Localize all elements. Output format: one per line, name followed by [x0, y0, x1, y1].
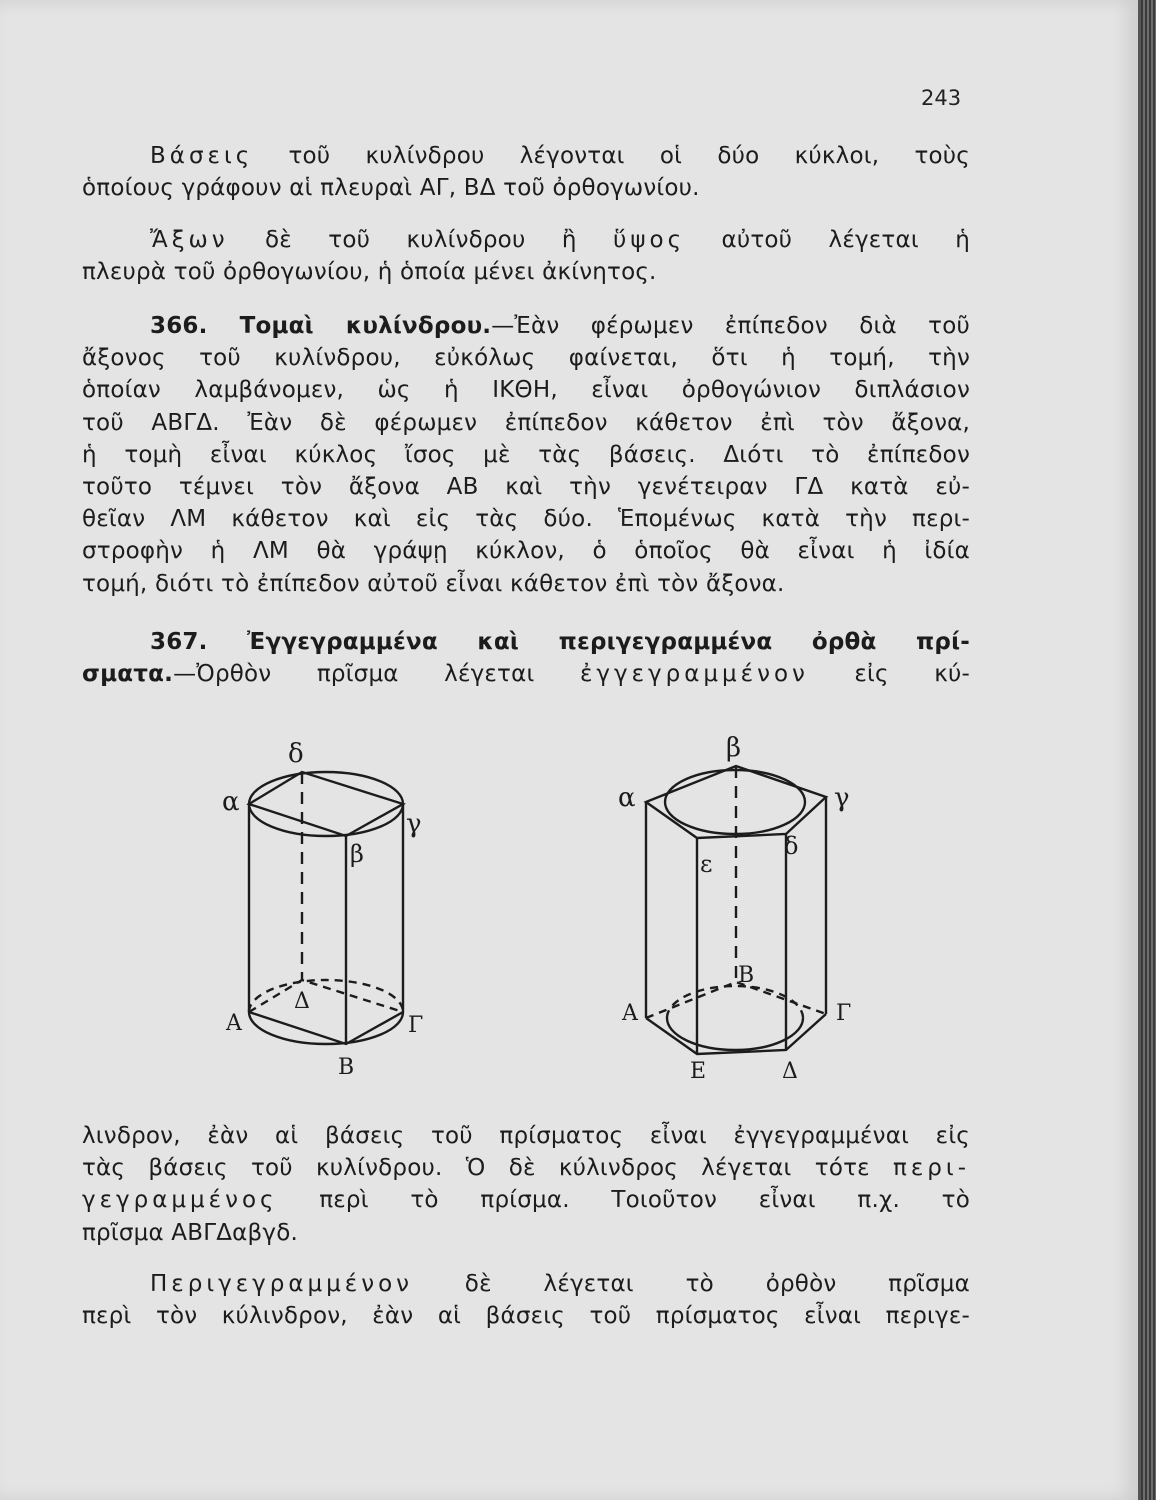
text-line: γεγραμμένος περὶ τὸ πρίσμα. Τοιοῦτον εἶναι π.χ. τὸ — [82, 1187, 970, 1214]
text-line: στροφὴν ἡ ΛΜ θὰ γράψῃ κύκλον, ὁ ὁποῖος θὰ εἶναι ἡ ἰδία — [82, 538, 970, 565]
label-gamma-top: γ — [834, 783, 850, 813]
label-delta-bottom: Δ — [782, 1059, 798, 1084]
label-delta-bottom: Δ — [294, 989, 310, 1014]
spaced-term: ὕψος — [613, 227, 686, 253]
figure-prism-circumscribed — [618, 733, 851, 1084]
label-alpha-top: α — [618, 783, 636, 813]
section-heading: 367. Ἐγγεγραμμένα καὶ περιγεγραμμένα ὀρθὰ πρί- — [150, 629, 970, 655]
paragraph-axis — [82, 224, 970, 288]
label-alpha-top: α — [222, 787, 240, 817]
paragraph-inscribed — [82, 1120, 970, 1249]
text-line: λινδρον, ἐὰν αἱ βάσεις τοῦ πρίσματος εἶναι ἐγγεγραμμέναι εἰς — [82, 1123, 970, 1149]
figures — [200, 722, 900, 1092]
figure-cylinder-inscribed-prism — [222, 739, 423, 1080]
label-gamma-bottom: Γ — [408, 1013, 424, 1038]
text-line: ἡ τομὴ εἶναι κύκλος ἴσος μὲ τὰς βάσεις. Διότι τὸ ἐπίπεδον — [82, 441, 970, 468]
label-gamma-top: γ — [406, 809, 422, 839]
text-line: 366. Τομαὶ κυλίνδρου.—Ἐὰν φέρωμεν ἐπίπεδον διὰ τοῦ — [150, 313, 970, 339]
text-line: σματα.—Ὀρθὸν πρῖσμα λέγεται ἐγγεγραμμένον εἰς κύ- — [82, 661, 970, 688]
section-367 — [82, 626, 970, 690]
section-366 — [82, 310, 970, 600]
label-beta-bottom: Β — [338, 1055, 355, 1080]
spaced-term: Περιγεγραμμένον — [150, 1271, 413, 1297]
section-heading: 366. Τομαὶ κυλίνδρου. — [150, 313, 492, 339]
spaced-term: Ἄξων — [150, 227, 229, 253]
page-number: 243 — [921, 86, 962, 110]
label-gamma-bottom: Γ — [836, 1001, 852, 1026]
label-beta-top: β — [726, 733, 742, 763]
paragraph-circumscribed — [82, 1268, 970, 1332]
label-epsilon-top: ε — [700, 850, 713, 878]
text-line: θεῖαν ΛΜ κάθετον καὶ εἰς τὰς δύο. Ἑπομένως κατὰ τὴν περι- — [82, 506, 970, 533]
spaced-term: περι- — [893, 1155, 970, 1182]
text-line: Βάσεις τοῦ κυλίνδρου λέγονται οἱ δύο κύκλοι, τοὺς — [150, 143, 970, 169]
top-base-circle — [249, 772, 403, 836]
text-line: τὰς βάσεις τοῦ κυλίνδρου. Ὁ δὲ κύλινδρος λέγεται τότε περι- — [82, 1155, 970, 1182]
label-beta-top: β — [350, 840, 364, 868]
spaced-term: γεγραμμένος — [82, 1187, 278, 1214]
top-base-circle — [665, 770, 805, 834]
text-line: Ἄξων δὲ τοῦ κυλίνδρου ἢ ὕψος αὐτοῦ λέγεται ἡ — [150, 227, 970, 253]
spaced-term: Βάσεις — [150, 143, 254, 169]
text-line: περὶ τὸν κύλινδρον, ἐὰν αἱ βάσεις τοῦ πρίσματος εἶναι περιγε- — [82, 1303, 970, 1330]
label-alpha-bottom: Α — [226, 1011, 242, 1036]
text-line: πρῖσμα ΑΒΓΔαβγδ. — [82, 1219, 299, 1246]
paragraph-bases — [82, 140, 970, 204]
label-epsilon-bottom: Ε — [690, 1059, 707, 1084]
text-line: ὁποίαν λαμβάνομεν, ὡς ἡ ΙΚΘΗ, εἶναι ὀρθογώνιον διπλάσιον — [82, 377, 970, 404]
label-delta-top: δ — [784, 832, 799, 860]
spaced-term: ἐγγεγραμμένον — [579, 661, 809, 688]
text-line: τοῦ ΑΒΓΔ. Ἐὰν δὲ φέρωμεν ἐπίπεδον κάθετον ἐπὶ τὸν ἄξονα, — [82, 409, 970, 436]
label-delta-top: δ — [288, 739, 304, 769]
text-line: τοῦτο τέμνει τὸν ἄξονα ΑΒ καὶ τὴν γενέτειραν ΓΔ κατὰ εὐ- — [82, 474, 970, 501]
text-line: πλευρὰ τοῦ ὀρθογωνίου, ἡ ὁποία μένει ἀκίνητος. — [82, 259, 657, 286]
label-beta-bottom: Β — [738, 963, 755, 988]
text-line: ἄξονος τοῦ κυλίνδρου, εὐκόλως φαίνεται, ὅτι ἡ τομή, τὴν — [82, 345, 970, 372]
text-line: Περιγεγραμμένον δὲ λέγεται τὸ ὀρθὸν πρῖσμα — [150, 1271, 970, 1297]
text-line: τομή, διότι τὸ ἐπίπεδον αὐτοῦ εἶναι κάθετον ἐπὶ τὸν ἄξονα. — [82, 570, 785, 597]
page-edge — [1141, 0, 1156, 1500]
text-line: ὁποίους γράφουν αἱ πλευραὶ ΑΓ, ΒΔ τοῦ ὀρθογωνίου. — [82, 175, 700, 202]
label-alpha-bottom: Α — [622, 1001, 638, 1026]
